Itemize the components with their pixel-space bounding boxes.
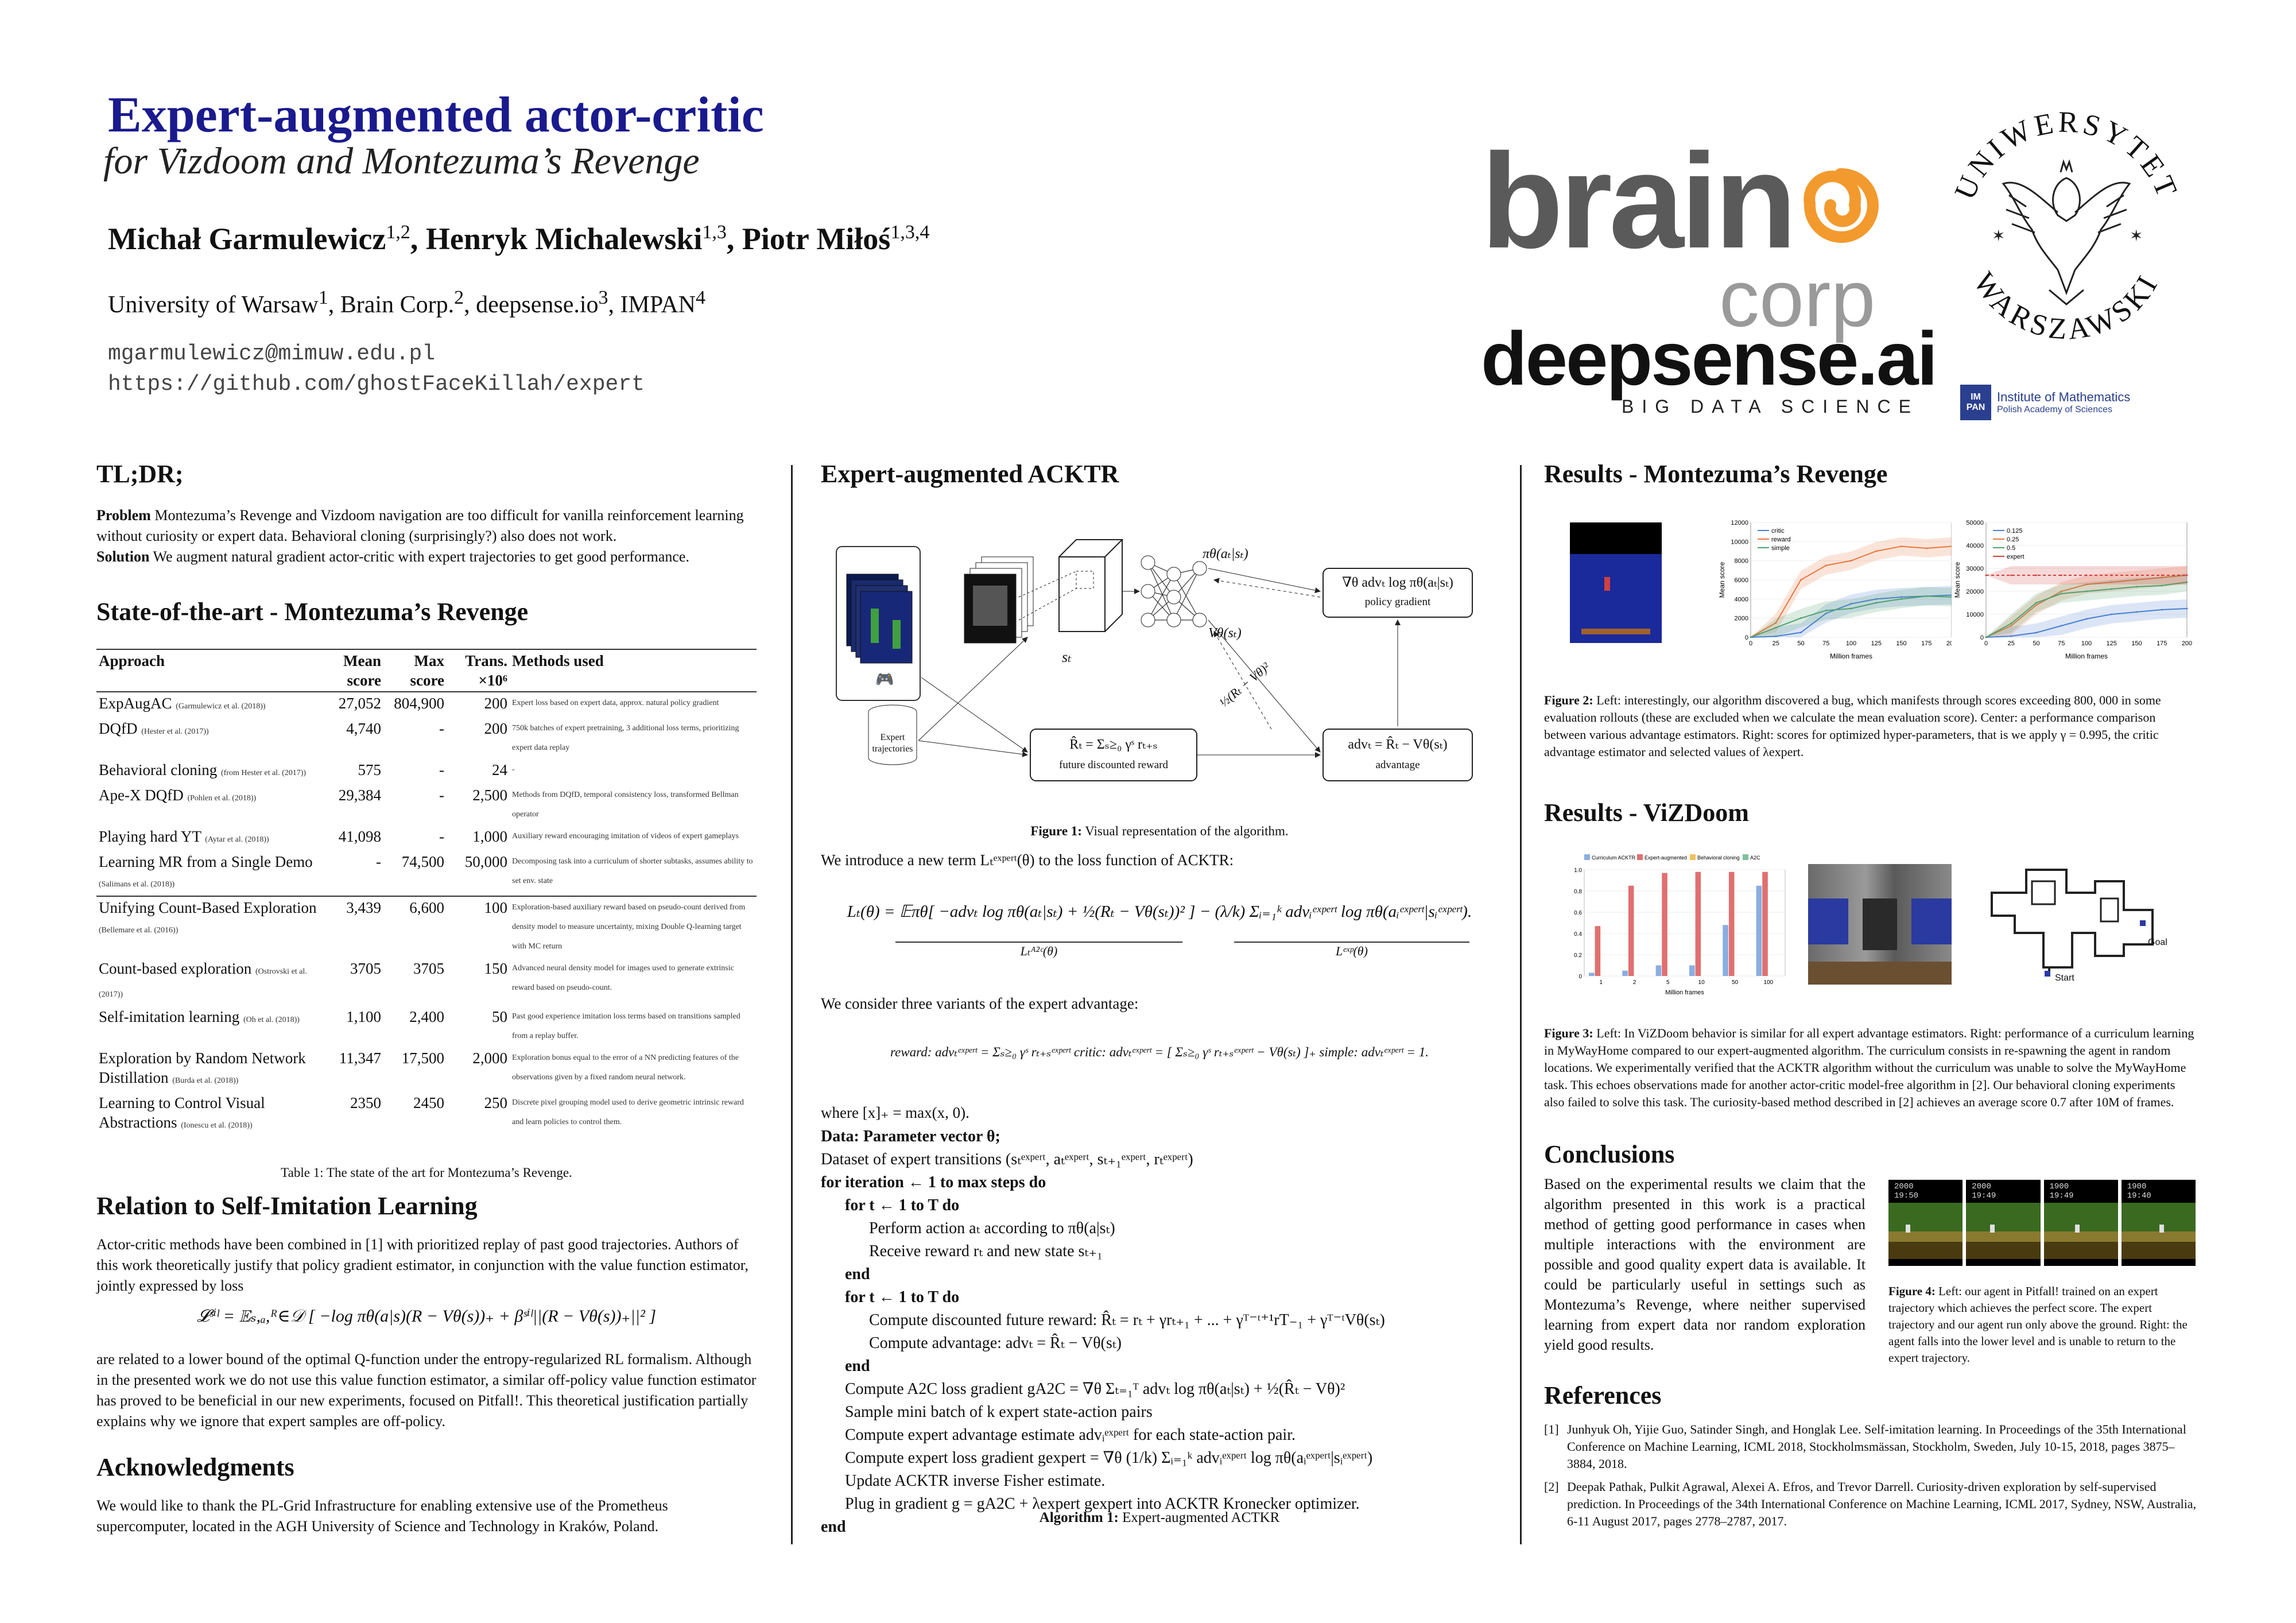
- table-row: Count-based exploration (Ostrovski et al. (2017)) 3705 3705 150 Advanced neural density model for images used to generate extrinsic reward based on pseudo-count.: [99, 960, 734, 999]
- algorithm-line: Sample mini batch of k expert state-action pairs: [845, 1403, 1153, 1421]
- data-point: [2161, 609, 2163, 611]
- data-point: [2035, 632, 2037, 634]
- data-point: [1875, 551, 1877, 552]
- pitfall-frame: 2000 19:50: [1888, 1180, 1963, 1266]
- data-point: [2010, 575, 2012, 576]
- data-point: [1926, 595, 1927, 597]
- x-tick-label: 50: [1797, 640, 1805, 647]
- bar: [1756, 886, 1762, 976]
- algorithm-line: Compute expert advantage estimate advᵢᵉˣᵖᵉʳᵗ for each state-action pair.: [845, 1426, 1296, 1444]
- mr-estimator-chart: [1716, 514, 1957, 663]
- pitfall-frame: 1900 19:40: [2122, 1180, 2196, 1266]
- data-point: [2136, 586, 2138, 588]
- data-point: [2111, 588, 2112, 590]
- data-point: [2136, 575, 2138, 576]
- x-tick-label: 1: [1599, 979, 1603, 986]
- y-tick-label: 40000: [1966, 543, 1984, 549]
- legend-label: expert: [2007, 553, 2024, 560]
- algorithm-line: Compute advantage: advₜ = R̂ₜ − Vθ(sₜ): [869, 1334, 1122, 1352]
- y-tick-label: 6000: [1734, 577, 1748, 584]
- legend-swatch: [1637, 854, 1643, 860]
- bar: [1628, 886, 1634, 976]
- gamepad-icon: 🎮: [875, 671, 894, 688]
- table-row: DQfD (Hester et al. (2017)) 4,740 - 200 750k batches of expert pretraining, 3 additional loss terms, prioritizing expert data replay: [99, 720, 739, 752]
- data-point: [1985, 575, 1987, 576]
- table-row: Unifying Count-Based Exploration (Bellemare et al. (2016)) 3,439 6,600 100 Exploration-based auxiliary reward based on pseudo-count derived from density model to measure uncertainty, mixing Double Q-learning target with MC return: [96, 896, 757, 958]
- legend-label: reward: [1771, 536, 1791, 543]
- algorithm-line: for iteration ← 1 to max steps do: [821, 1173, 1046, 1191]
- bar: [1696, 872, 1701, 976]
- data-point: [2010, 623, 2012, 625]
- algorithm-line: Compute A2C loss gradient gA2C = ∇θ Σₜ₌₁ᵀ advₜ log πθ(aₜ|sₜ) + ½(R̂ₜ − Vθ)²: [845, 1380, 1345, 1398]
- table-row: Playing hard YT (Aytar et al. (2018)) 41,098 - 1,000 Auxiliary reward encouraging imitation of videos of expert gameplays: [99, 828, 739, 845]
- data-point: [1901, 598, 1902, 600]
- y-tick-label: 0: [1578, 974, 1582, 980]
- contact-email[interactable]: mgarmulewicz@mimuw.edu.pl: [108, 342, 436, 366]
- mywayhome-map: Goal Start: [1980, 858, 2170, 990]
- column-divider-1: [791, 465, 793, 1544]
- y-tick-label: 8000: [1734, 557, 1748, 565]
- tldr-text: Problem Montezuma’s Revenge and Vizdoom navigation are too difficult for vanilla reinforcement learning without curiosity or expert data. Behavioral cloning (surprisingly?) also does not work. Solution We augment natural gradient actor-critic with expert trajectories to get good performance.: [96, 507, 744, 565]
- data-point: [1750, 637, 1752, 638]
- table-row: Behavioral cloning (from Hester et al. (2017)) 575 - 24 -: [99, 761, 515, 778]
- author-1: Michał Garmulewicz: [108, 222, 386, 256]
- data-point: [2186, 608, 2188, 610]
- uw-seal: [1934, 98, 2198, 362]
- author-list: Michał Garmulewicz$^{1,2}$, Henryk Michalewski$^{1,3}$, Piotr Miłoś$^{1,3,4}$: [108, 222, 930, 256]
- vizdoom-bar-chart: [1561, 850, 1791, 999]
- x-tick-label: 25: [2007, 640, 2015, 647]
- table-row: Ape-X DQfD (Pohlen et al. (2018)) 29,384 - 2,500 Methods from DQfD, temporal consistency loss, transformed Bellman operator: [99, 787, 739, 819]
- y-tick-label: 1.0: [1574, 867, 1582, 874]
- data-point: [1901, 545, 1902, 547]
- data-point: [2111, 614, 2112, 615]
- algorithm-line: Receive reward rₜ and new state sₜ₊₁: [869, 1242, 1103, 1260]
- mr-hyperparam-chart: [1952, 514, 2193, 663]
- legend-swatch: [1743, 854, 1748, 860]
- variants-equation: reward: advₜᵉˣᵖᵉʳᵗ = Σₛ≥₀ γˢ rₜ₊ₛᵉˣᵖᵉʳᵗ critic: advₜᵉˣᵖᵉʳᵗ = [ Σₛ≥₀ γˢ rₜ₊ₛᵉˣᵖᵉʳᵗ − Vθ(sₜ) ]₊ simple: advₜᵉˣᵖᵉʳᵗ = 1.: [890, 1045, 1429, 1059]
- legend-label: 0.25: [2007, 536, 2019, 543]
- reference-item: [2] Deepak Pathak, Pulkit Agrawal, Alexei A. Efros, and Trevor Darrell. Curiosity-driven exploration by self-supervised prediction. In Proceedings of the 34th International Conference on Machine Learning, ICML 2017, Sydney, NSW, Australia, 6-11 August 2017, pages 2778–2787, 2017.: [1544, 1479, 2197, 1528]
- table-row: Learning MR from a Single Demo (Salimans et al. (2018)) - 74,500 50,000 Decomposing task into a curriculum of shorter subtasks, assumes ability to set env. state: [99, 853, 753, 889]
- data-point: [2010, 636, 2012, 637]
- data-point: [1775, 627, 1777, 629]
- goal-marker: [2140, 920, 2146, 926]
- data-point: [2035, 575, 2037, 576]
- data-point: [2086, 618, 2088, 620]
- x-tick-label: 100: [2081, 640, 2092, 647]
- bar: [1595, 926, 1601, 976]
- soa-table: Approach Mean score Max score Trans. ×10⁶ Methods used ExpAugAC (Garmulewicz et al. (2018)) 27,052 804,900 200 Expert loss based on expert data, approx. natural policy gradient DQfD (Hester et al. (2017)) 4,740 - 200 750k batches of expert pretraining, 3 additional loss terms, prioritizing expert data replay Behavioral cloning (from Hester et al. (2017)) 575 - 24 - Ape-X DQfD (Pohlen et al. (2018)) 29,384 - 2,500 Methods from DQfD, temporal consistency loss, transformed Bellman operator Playing hard YT (Aytar et al. (2018)) 41,098 - 1,000 Auxiliary reward encouraging imitation of videos of expert gameplays Learning MR from a Single Demo (Salimans et al. (2018)) - 74,500 50,000 Decomposing task into a curriculum of shorter subtasks, assumes ability to set env. state Unifying Count-Based Exploration (Bellemare et al. (2016)) 3,439 6,600 100 Exploration-based auxiliary reward based on pseudo-count derived from density model to measure uncertainty, mixing Double Q-learning target with MC return Count-based exploration (Ostrovski et al. (2017)) 3705 3705 150 Advanced neural density model for images used to generate extrinsic reward based on pseudo-count. Self-imitation learning (Oh et al. (2018)) 1,100 2,400 50 Past good experience imitation loss terms based on transitions sampled from a replay buffer. Exploration by Random Network Distillation (Burda et al. (2018)) 11,347 17,500 2,000 Exploration bonus equal to the error of a NN predicting features of the observations given by a fixed random neural network. Learning to Control Visual Abstractions (Ionescu et al. (2018)) 2350 2450 250 Discrete pixel grouping model used to derive geometric intrinsic reward and learn policies to control them.: [96, 650, 757, 1137]
- relation-text-1: Actor-critic methods have been combined in [1] with prioritized replay of past good trajectories. Authors of this work theoretically justify that policy gradient estimator, in conjunction with the value function estimator, jointly expressed by loss: [96, 1236, 748, 1294]
- braincorp-logo: brain corp: [1481, 135, 1883, 336]
- references-heading: References: [1544, 1381, 1662, 1409]
- data-point: [1825, 565, 1827, 567]
- y-tick-label: 10000: [1966, 611, 1984, 618]
- legend-label: A2C: [1750, 855, 1760, 861]
- x-tick-label: 150: [1896, 640, 1907, 647]
- where-clause: where [x]₊ = max(x, 0).: [821, 1104, 969, 1121]
- y-tick-label: 50000: [1966, 520, 1984, 526]
- pitfall-frame: 2000 19:49: [1966, 1180, 2040, 1266]
- bar: [1723, 925, 1728, 976]
- x-tick-label: 125: [1871, 640, 1882, 647]
- y-tick-label: 4000: [1734, 596, 1748, 603]
- data-point: [2136, 611, 2138, 613]
- tldr-heading: TL;DR;: [96, 460, 184, 488]
- table-row: Learning to Control Visual Abstractions (Ionescu et al. (2018)) 2350 2450 250 Discrete pixel grouping model used to derive geometric intrinsic reward and learn policies to control them.: [99, 1094, 744, 1131]
- data-point: [2111, 575, 2112, 576]
- legend-label: 0.125: [2007, 528, 2023, 534]
- start-marker: [2045, 971, 2050, 977]
- swirl-icon: [1797, 164, 1883, 250]
- ack-heading: Acknowledgments: [96, 1453, 294, 1481]
- svg-text:✶: ✶: [1992, 227, 2006, 245]
- column-divider-2: [1520, 465, 1522, 1544]
- y-tick-label: 0: [1744, 634, 1748, 641]
- impan-logo: IM PAN Institute of Mathematics Polish Academy of Sciences: [1960, 385, 2130, 420]
- x-tick-label: 5: [1666, 979, 1670, 986]
- bar: [1662, 873, 1667, 976]
- x-tick-label: 50: [2033, 640, 2040, 647]
- eagle-seal-icon: [1934, 98, 2198, 362]
- x-tick-label: 175: [2157, 640, 2167, 647]
- legend-label: 0.5: [2007, 545, 2016, 552]
- data-point: [1800, 579, 1802, 581]
- plot-area: [1584, 870, 1785, 976]
- bar: [1589, 973, 1595, 976]
- data-point: [2061, 625, 2062, 627]
- data-point: [1800, 617, 1802, 619]
- svg-text:WARSZAWSKI: WARSZAWSKI: [1967, 266, 2166, 346]
- bar: [1689, 966, 1695, 977]
- data-point: [2061, 593, 2062, 595]
- algorithm-1: [821, 1125, 1498, 1539]
- conclusions-text: Based on the experimental results we claim that the algorithm presented in this work is a practical method of getting good performance in cases when multiple interactions with the environment are possible and good quality expert data is available. It could be particularly useful in settings such as Montezuma’s Revenge, where neither supervised learning from expert data nor random exploration yield good results.: [1544, 1176, 1865, 1353]
- y-tick-label: 0.2: [1574, 952, 1582, 959]
- y-tick-label: 12000: [1731, 520, 1748, 526]
- repo-url[interactable]: https://github.com/ghostFaceKillah/expert: [108, 372, 645, 397]
- legend-swatch: [1584, 854, 1590, 860]
- algorithm-line: Update ACKTR inverse Fisher estimate.: [845, 1472, 1106, 1490]
- sil-loss-equation: 𝓛ˢⁱˡ = 𝔼ₛ,ₐ,ᴿ∈𝒟 [ −log πθ(a|s)(R − Vθ(s))₊ + βˢⁱˡ||(R − Vθ(s))₊||² ]: [196, 1307, 656, 1326]
- relation-heading: Relation to Self-Imitation Learning: [96, 1192, 478, 1220]
- legend-label: Expert-augmented: [1645, 855, 1688, 861]
- y-tick-label: 20000: [1966, 588, 1984, 595]
- data-point: [2061, 575, 2062, 576]
- fig3-caption: Figure 3: Left: In ViZDoom behavior is similar for all expert advantage estimators. Right: performance of a curriculum learning in MyWayHome compared to our expert-augmented algorithm. The curriculum consists in re-spawning the agent in random locations. We experimentally verified that the ACKTR algorithm without the curriculum was unable to solve the MyWayHome task. This echoes observations made for another actor-critic model-free algorithm in [2]. Our behavioral cloning experiments also failed to solve this task. The curiosity-based method described in [2] achieves an average score 0.7 after 10M of frames.: [1544, 1026, 2194, 1109]
- poster-title: Expert-augmented actor-critic: [108, 87, 764, 143]
- fig-grad: ∇θ advₜ log πθ(aₜ|sₜ): [1342, 575, 1453, 590]
- y-tick-label: 0: [1980, 634, 1984, 641]
- algorithm-line: Data: Parameter vector θ;: [821, 1128, 1000, 1145]
- x-tick-label: 125: [2106, 640, 2117, 647]
- algorithm-line: for t ← 1 to T do: [845, 1288, 960, 1306]
- legend-swatch: [1690, 854, 1696, 860]
- data-point: [1875, 602, 1877, 604]
- y-tick-label: 0.8: [1574, 889, 1582, 895]
- data-point: [2086, 591, 2088, 592]
- y-tick-label: 0.4: [1574, 931, 1582, 938]
- data-point: [1851, 560, 1852, 561]
- x-tick-label: 175: [1921, 640, 1932, 647]
- data-point: [2035, 602, 2037, 604]
- alg1-caption: Algorithm 1: Expert-augmented ACTKR: [1039, 1510, 1280, 1525]
- svg-text:✶: ✶: [2130, 227, 2143, 245]
- algorithm-line: Perform action aₜ according to πθ(a|sₜ): [869, 1219, 1115, 1237]
- legend-label: Behavioral cloning: [1697, 855, 1740, 861]
- reference-list: [1544, 1421, 2198, 1536]
- acktr-heading: Expert-augmented ACKTR: [821, 460, 1119, 488]
- algorithm-line: for t ← 1 to T do: [845, 1196, 960, 1214]
- x-tick-label: 0: [1748, 640, 1753, 647]
- x-tick-label: 10: [1698, 979, 1705, 986]
- algorithm-line: end: [821, 1518, 846, 1536]
- algorithm-line: end: [845, 1265, 870, 1283]
- x-tick-label: 200: [1946, 640, 1957, 647]
- algorithm-line: end: [845, 1357, 870, 1375]
- algorithm-line: Compute expert loss gradient gexpert = ∇θ (1/k) Σᵢ₌₁ᵏ advᵢᵉˣᵖᵉʳᵗ log πθ(aᵢᵉˣᵖᵉʳᵗ|sᵢᵉˣᵖᵉʳᵗ): [845, 1449, 1373, 1467]
- data-point: [2161, 585, 2163, 587]
- data-point: [1851, 608, 1852, 610]
- y-tick-label: 30000: [1966, 565, 1984, 572]
- x-tick-label: 75: [2058, 640, 2065, 647]
- fig4-caption: Figure 4: Left: our agent in Pitfall! trained on an expert trajectory which achieves the perfect score. The expert trajectory and our agent run only above the ground. Right: the agent falls into the lower level and is unable to return to the expert trajectory.: [1888, 1284, 2188, 1365]
- legend-label: Curriculum ACKTR: [1592, 855, 1636, 861]
- bar: [1622, 971, 1628, 976]
- algorithm-line: Plug in gradient g = gA2C + λexpert gexpert into ACKTR Kronecker optimizer.: [845, 1495, 1360, 1513]
- vizdoom-screenshot: [1808, 864, 1952, 985]
- data-point: [1800, 632, 1802, 633]
- y-axis-label: Mean score: [1718, 561, 1726, 598]
- x-tick-label: 100: [1845, 640, 1857, 647]
- acktr-intro: We introduce a new term Lₜᵉˣᵖᵉʳᵗ(θ) to the loss function of ACKTR:: [821, 851, 1234, 869]
- variants-intro: We consider three variants of the expert advantage:: [821, 995, 1139, 1012]
- legend-label: simple: [1771, 545, 1790, 552]
- svg-text:UNIWERSYTET: UNIWERSYTET: [1948, 106, 2185, 204]
- legend-label: critic: [1771, 528, 1785, 534]
- x-axis-label: Million frames: [1829, 652, 1873, 660]
- y-tick-label: 10000: [1731, 539, 1748, 546]
- poster-subtitle: for Vizdoom and Montezuma’s Revenge: [103, 140, 700, 182]
- table-row: Self-imitation learning (Oh et al. (2018)) 1,100 2,400 50 Past good experience imitation loss terms based on transitions sampled from a replay buffer.: [99, 1008, 740, 1040]
- data-point: [1825, 610, 1827, 611]
- montezuma-screenshot: [1570, 522, 1662, 643]
- algorithm-line: Dataset of expert transitions (sₜᵉˣᵖᵉʳᵗ, aₜᵉˣᵖᵉʳᵗ, sₜ₊₁ᵉˣᵖᵉʳᵗ, rₜᵉˣᵖᵉʳᵗ): [821, 1151, 1193, 1168]
- x-tick-label: 100: [1763, 979, 1774, 986]
- fig1-caption: Figure 1: Visual representation of the algorithm.: [1030, 824, 1289, 838]
- conclusions-heading: Conclusions: [1544, 1140, 1675, 1168]
- soa-table-wrap: [96, 649, 757, 1137]
- soa-heading: State-of-the-art - Montezuma’s Revenge: [96, 598, 529, 626]
- bar: [1729, 872, 1735, 976]
- x-tick-label: 0: [1984, 640, 1988, 647]
- fig-value: Vθ(sₜ): [1208, 626, 1242, 641]
- x-tick-label: 2: [1632, 979, 1636, 986]
- bar: [1762, 872, 1768, 976]
- data-point: [2161, 575, 2163, 576]
- affiliation-list: University of Warsaw$^1$, Brain Corp.$^2$, $deepsense.io^3$, IMPAN$^4$: [108, 287, 706, 318]
- x-tick-label: 75: [1822, 640, 1830, 647]
- ack-text: We would like to thank the PL-Grid Infrastructure for enabling extensive use of the Prometheus supercomputer, located in the AGH University of Science and Technology in Kraków, Poland.: [96, 1497, 668, 1535]
- data-point: [1985, 637, 1987, 638]
- fig2-caption: Figure 2: Left: interestingly, our algorithm discovered a bug, which manifests through scores exceeding 800, 000 in some evaluation rollouts (these are excluded when we calculate the mean evaluation score). Center: a performance comparison between various advantage estimators. Right: scores for optimized hyper-parameters, that is we apply γ = 0.995, the critic advantage estimator and selected values of λexpert.: [1544, 693, 2161, 759]
- x-tick-label: 200: [2181, 640, 2193, 647]
- pitfall-screenshots: [1888, 1180, 2196, 1266]
- pitfall-frame: 1900 19:49: [2044, 1180, 2118, 1266]
- x-axis-label: Million frames: [1665, 989, 1704, 996]
- table1-caption: Table 1: The state of the art for Montezuma’s Revenge.: [281, 1165, 572, 1180]
- algorithm-figure: 🎮 πθ(aₜ|sₜ) ∇θ advₜ log πθ(aₜ|sₜ) policy gradient Vθ(sₜ) ½(Rₜ − Vθ)² sₜ Expert trajectories R̂ₜ = Σₛ≥₀ γˢ rₜ₊ₛ future discounted reward advₜ = R̂ₜ − Vθ(sₜ) advantage: [835, 534, 1490, 809]
- author-2: Henryk Michalewski: [425, 222, 703, 256]
- relation-text-2: are related to a lower bound of the optimal Q-function under the entropy-regularized RL formalism. Although in the presented work we do not use this value function estimator, a similar off-policy value function estimator has proved to be beneficial in our new experiments, focused on Pitfall!. This theoretical justification partially explains why we ignore that expert samples are off-policy.: [96, 1351, 757, 1430]
- impan-mark: IM PAN: [1960, 385, 1991, 420]
- mr-results-heading: Results - Montezuma’s Revenge: [1544, 460, 1888, 488]
- x-tick-label: 50: [1731, 979, 1739, 986]
- fig-policy: πθ(aₜ|sₜ): [1203, 547, 1248, 561]
- y-axis-label: Mean score: [1953, 561, 1961, 598]
- table-row: ExpAugAC (Garmulewicz et al. (2018)) 27,052 804,900 200 Expert loss based on expert data, approx. natural policy gradient: [99, 695, 719, 712]
- table-row: Exploration by Random Network Distillation (Burda et al. (2018)) 11,347 17,500 2,000 Exploration bonus equal to the error of a NN predicting features of the observations given by a fixed random neural network.: [99, 1049, 739, 1086]
- x-axis-label: Million frames: [2065, 652, 2108, 660]
- x-tick-label: 150: [2131, 640, 2142, 647]
- deepsense-logo: deepsense.ai BIG DATA SCIENCE: [1481, 316, 1937, 417]
- vizdoom-heading: Results - ViZDoom: [1544, 799, 1749, 827]
- reference-item: [1] Junhyuk Oh, Yijie Guo, Satinder Singh, and Honglak Lee. Self-imitation learning. In Proceedings of the 35th International Conference on Machine Learning, ICML 2018, Stockholmsmässan, Stockholm, Sweden, July 10-15, 2018, pages 3875–3884, 2018.: [1544, 1422, 2186, 1471]
- data-point: [2186, 575, 2188, 576]
- loss-equation: Lₜ(θ) = 𝔼πθ[ −advₜ log πθ(aₜ|sₜ) + ½(Rₜ − Vθ(sₜ))² ] − (λ/k) Σᵢ₌₁ᵏ advᵢᵉˣᵖᵉʳᵗ log πθ(aᵢᵉˣᵖᵉʳᵗ|sᵢᵉˣᵖᵉʳᵗ).: [847, 902, 1472, 921]
- author-3: Piotr Miłoś: [742, 222, 891, 256]
- data-point: [1926, 548, 1927, 549]
- x-tick-label: 25: [1772, 640, 1779, 647]
- y-tick-label: 0.6: [1574, 910, 1582, 916]
- y-tick-label: 2000: [1734, 615, 1748, 622]
- algorithm-line: Compute discounted future reward: R̂ₜ = rₜ + γrₜ₊₁ + ... + γᵀ⁻ᵗ⁺¹rT₋₁ + γᵀ⁻ᵗVθ(sₜ): [869, 1311, 1385, 1329]
- bar: [1656, 966, 1662, 977]
- data-point: [2086, 575, 2088, 576]
- fig-expert-db: Expert trajectories: [872, 733, 913, 754]
